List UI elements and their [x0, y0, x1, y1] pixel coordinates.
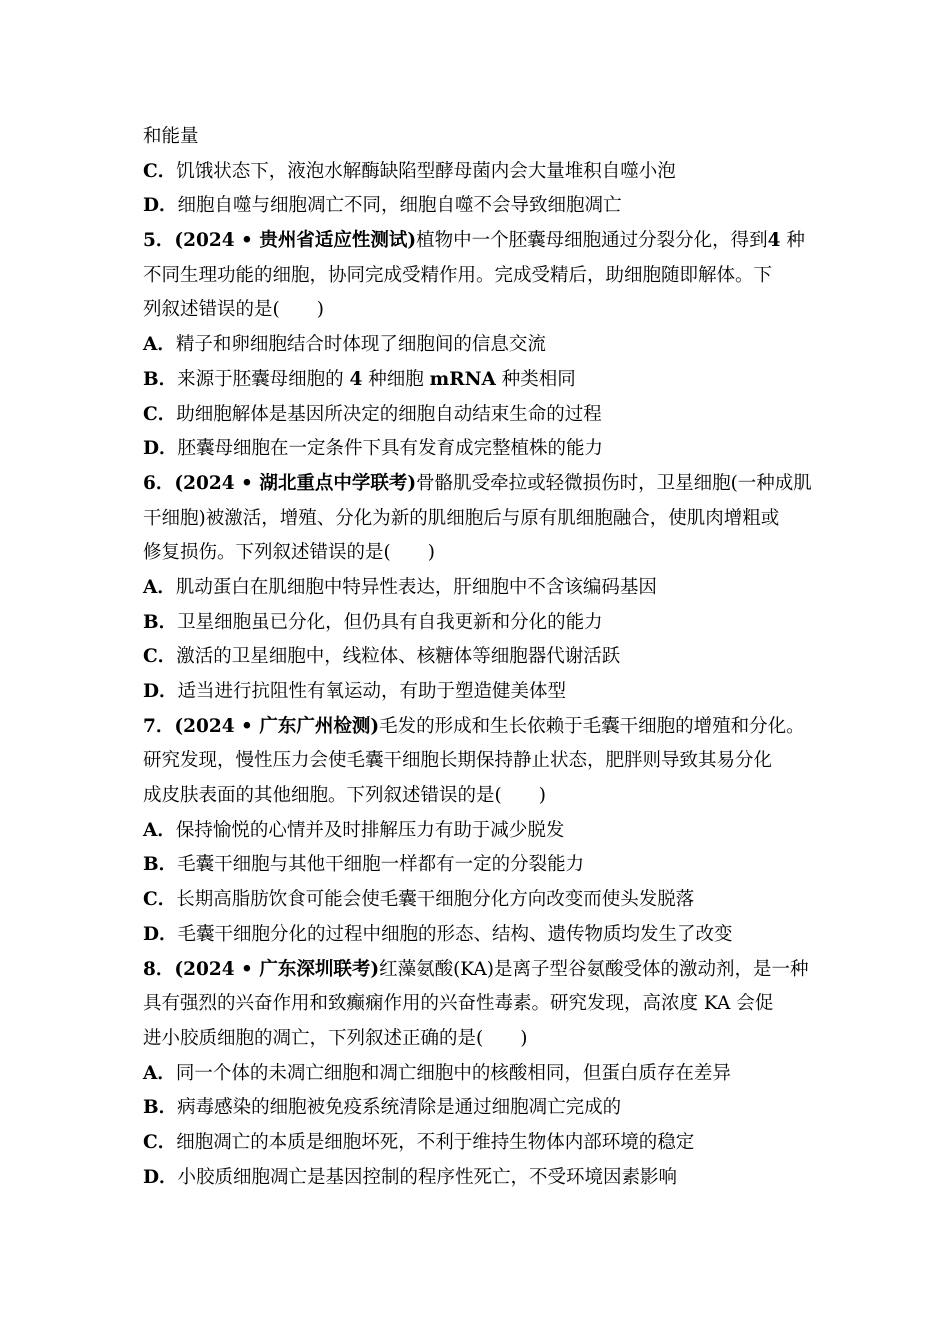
option-label: D． — [143, 923, 178, 945]
option-number: 4 — [349, 368, 363, 390]
question-7-stem-line-2: 研究发现，慢性压力会使毛囊干细胞长期保持静止状态，肥胖则导致其易分化 — [143, 750, 773, 772]
question-6-stem-line-2: 干细胞)被激活，增殖、分化为新的肌细胞后与原有肌细胞融合，使肌肉增粗或 — [143, 507, 780, 529]
question-7-option-d — [143, 918, 813, 953]
option-text: 细胞自噬与细胞凋亡不同，细胞自噬不会导致细胞凋亡 — [177, 195, 622, 217]
question-5-option-d — [143, 432, 813, 467]
option-text: 种细胞 — [362, 368, 430, 390]
stem-text: 骨骼肌受牵拉或轻微损伤时，卫星细胞(一种成肌 — [416, 472, 812, 494]
question-5-option-a — [143, 328, 813, 363]
stem-text: 植物中一个胚囊母细胞通过分裂分化，得到 — [416, 230, 768, 252]
option-text: 肌动蛋白在肌细胞中特异性表达，肝细胞中不含该编码基因 — [175, 576, 657, 598]
option-text: 来源于胚囊母细胞的 — [177, 368, 350, 390]
question-number: 7． — [143, 715, 175, 737]
question-7-stem-line-1 — [143, 710, 813, 745]
option-text: 长期高脂肪饮食可能会使毛囊干细胞分化方向改变而使头发脱落 — [176, 889, 695, 911]
option-label: C． — [143, 646, 177, 668]
question-8-stem-line-2: 具有强烈的兴奋作用和致癫痫作用的兴奋性毒素。研究发现，高浓度 KA 会促 — [143, 993, 774, 1015]
option-label: B． — [143, 854, 178, 876]
option-label: B． — [143, 368, 178, 390]
question-8-option-a — [143, 1057, 813, 1092]
question-source: (2024 • 广东深圳联考) — [174, 958, 380, 980]
question-6-stem-line-3: 修复损伤。下列叙述错误的是( ) — [143, 542, 435, 564]
question-7-option-c — [143, 883, 813, 918]
question-6-option-c — [143, 640, 813, 675]
stem-text: 毛发的形成和生长依赖于毛囊干细胞的增殖和分化。 — [379, 715, 805, 737]
option-text: 胚囊母细胞在一定条件下具有发育成完整植株的能力 — [177, 438, 604, 460]
question-source: (2024 • 广东广州检测) — [174, 715, 380, 737]
question-number: 8． — [143, 958, 175, 980]
question-source: (2024 • 湖北重点中学联考) — [174, 472, 417, 494]
question-list — [143, 120, 813, 1195]
option-text: 细胞凋亡的本质是细胞坏死，不利于维持生物体内部环境的稳定 — [176, 1131, 695, 1153]
option-text: 适当进行抗阻性有氧运动，有助于塑造健美体型 — [177, 681, 567, 702]
option-label: A． — [143, 819, 176, 841]
option-text: 卫星细胞虽已分化，但仍具有自我更新和分化的能力 — [177, 611, 603, 633]
question-5-option-b — [143, 363, 813, 398]
option-text: 种类相同 — [495, 368, 576, 390]
option-text: 激活的卫星细胞中，线粒体、核糖体等细胞器代谢活跃 — [176, 646, 621, 668]
question-5-stem-line-2: 不同生理功能的细胞，协同完成受精作用。完成受精后，助细胞随即解体。下 — [143, 264, 773, 286]
question-8-stem-line-3: 进小胶质细胞的凋亡，下列叙述正确的是( ) — [143, 1027, 528, 1049]
question-7-option-a — [143, 814, 813, 849]
question-6-option-b — [143, 606, 813, 641]
option-label: B． — [143, 611, 178, 633]
question-8-option-b — [143, 1091, 813, 1126]
question-6-option-d — [143, 675, 813, 710]
option-label: C． — [143, 1131, 177, 1153]
option-text: 饥饿状态下，液泡水解酶缺陷型酵母菌内会大量堆积自噬小泡 — [176, 160, 676, 182]
question-4-option-d — [143, 189, 813, 224]
question-number: 6． — [143, 472, 175, 494]
question-7-stem-line-3: 成皮肤表面的其他细胞。下列叙述错误的是( ) — [143, 785, 546, 807]
stem-text-tail: 种 — [780, 230, 805, 252]
option-label: C． — [143, 889, 177, 911]
option-text: 保持愉悦的心情并及时排解压力有助于减少脱发 — [175, 819, 565, 841]
option-label: D． — [143, 1166, 178, 1188]
question-4-option-c — [143, 155, 813, 190]
option-label: D． — [143, 438, 178, 460]
option-text: 毛囊干细胞与其他干细胞一样都有一定的分裂能力 — [177, 854, 585, 876]
question-number: 5． — [143, 230, 175, 252]
question-8-option-c — [143, 1126, 813, 1161]
question-source: (2024 • 贵州省适应性测试) — [174, 230, 417, 252]
option-text: 助细胞解体是基因所决定的细胞自动结束生命的过程 — [176, 403, 602, 425]
question-8-option-d — [143, 1161, 813, 1196]
option-label: C． — [143, 160, 177, 182]
option-text: 病毒感染的细胞被免疫系统清除是通过细胞凋亡完成的 — [177, 1097, 622, 1119]
option-label: A． — [143, 334, 176, 356]
option-term: mRNA — [429, 368, 496, 390]
question-8-stem-line-1 — [143, 953, 813, 988]
option-label: D． — [143, 681, 178, 702]
option-label: B． — [143, 1097, 178, 1119]
question-6-option-a — [143, 571, 813, 606]
option-text: 毛囊干细胞分化的过程中细胞的形态、结构、遗传物质均发生了改变 — [177, 923, 733, 945]
option-text: 精子和卵细胞结合时体现了细胞间的信息交流 — [175, 334, 546, 356]
question-5-stem-line-1 — [143, 224, 813, 259]
question-6-stem-line-1 — [143, 467, 813, 502]
question-5-stem-line-3: 列叙述错误的是( ) — [143, 299, 324, 321]
question-5-option-c — [143, 398, 813, 433]
option-label: D． — [143, 195, 178, 217]
option-text: 小胶质细胞凋亡是基因控制的程序性死亡，不受环境因素影响 — [177, 1166, 678, 1188]
question-7-option-b — [143, 848, 813, 883]
stem-text: 红藻氨酸(KA)是离子型谷氨酸受体的激动剂，是一种 — [379, 958, 809, 980]
option-label: A． — [143, 1062, 176, 1084]
option-label: A． — [143, 576, 176, 598]
stem-number: 4 — [767, 230, 781, 252]
question-4-stem-continuation: 和能量 — [143, 126, 199, 147]
option-text: 同一个体的未凋亡细胞和凋亡细胞中的核酸相同，但蛋白质存在差异 — [175, 1062, 731, 1084]
option-label: C． — [143, 403, 177, 425]
